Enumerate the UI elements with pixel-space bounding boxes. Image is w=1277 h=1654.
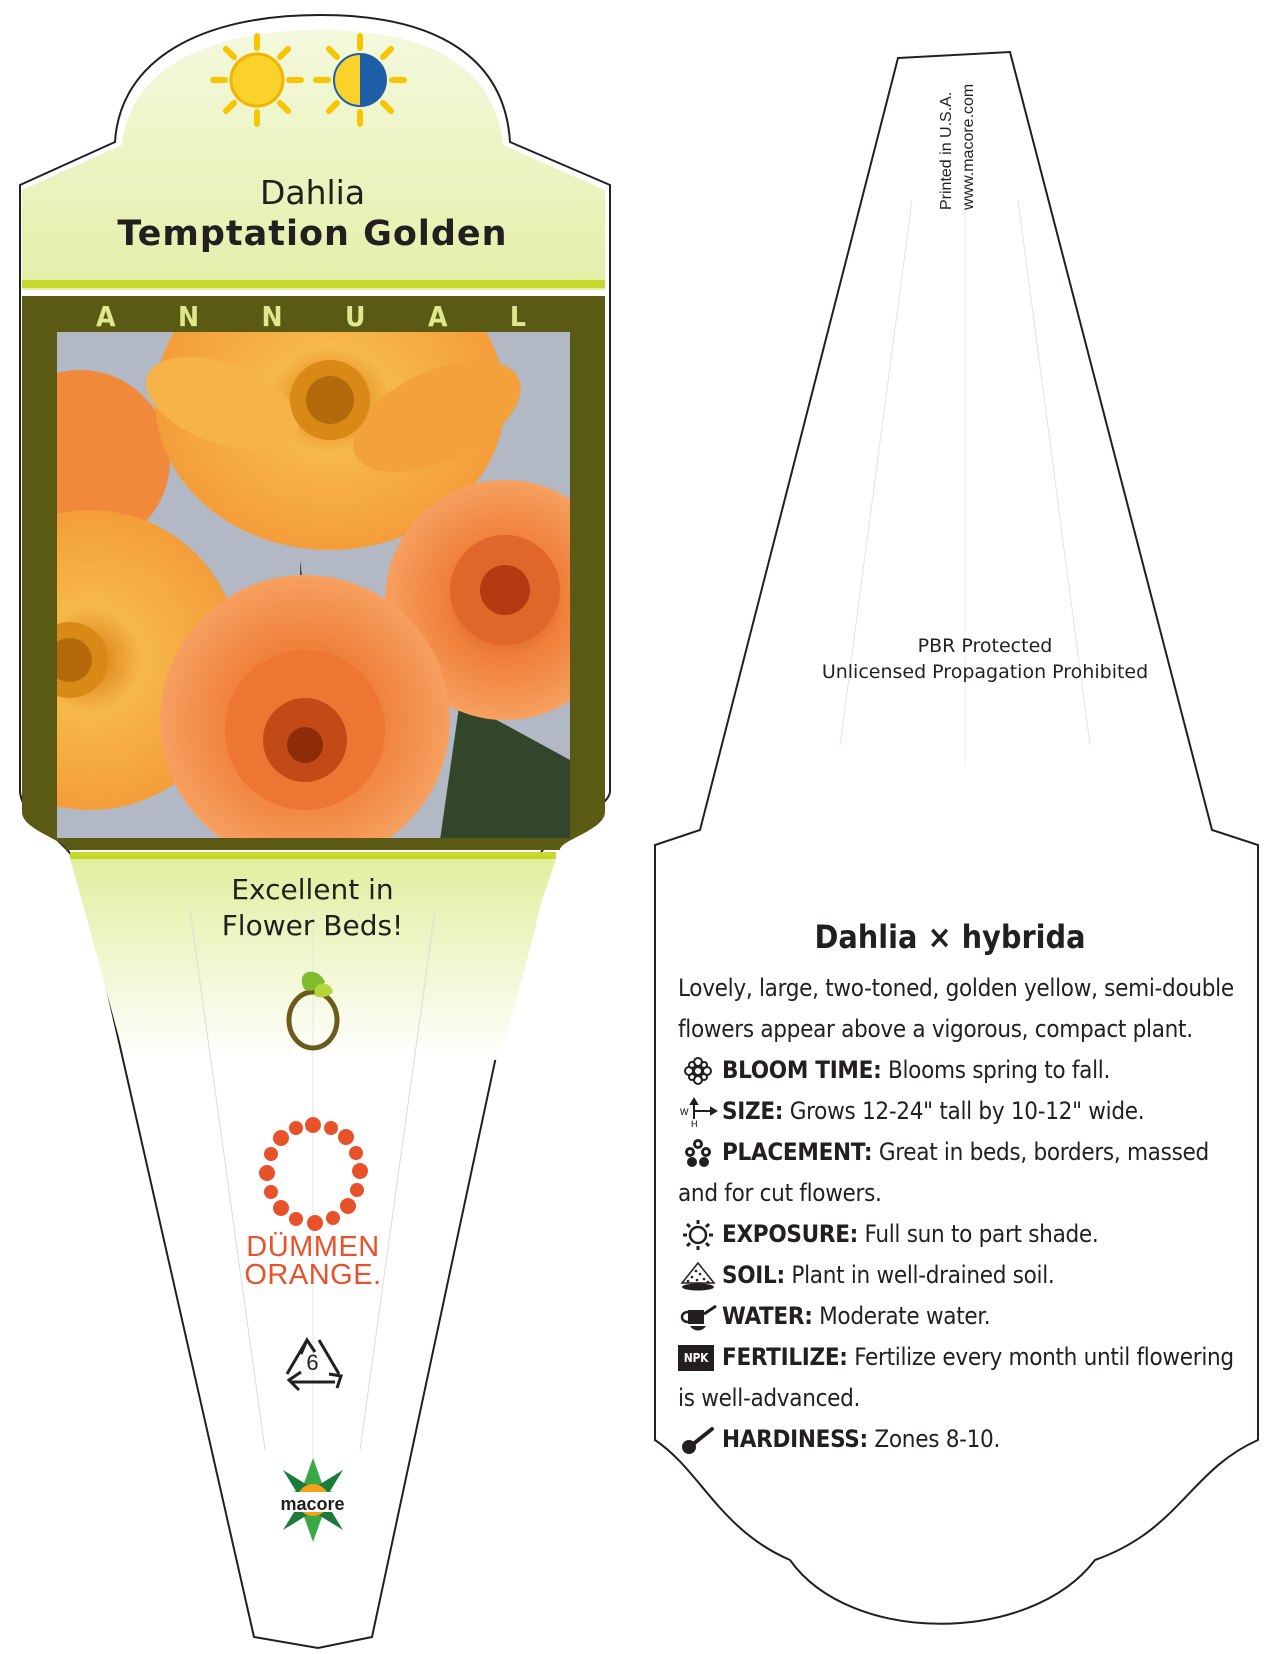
size-icon [678, 1097, 718, 1127]
attribute-label: WATER: [722, 1302, 813, 1330]
pbr-line: PBR Protected [917, 635, 1053, 657]
attribute-label: EXPOSURE: [722, 1220, 858, 1248]
sun-icon [678, 1220, 718, 1250]
attribute-row [678, 1214, 1248, 1255]
attribute-text: Full sun to part shade. [857, 1220, 1099, 1248]
plant-description [678, 968, 1248, 1460]
website: www.macore.com [960, 83, 977, 210]
flower-icon [678, 1056, 718, 1086]
category-letter: A [427, 300, 448, 333]
attribute-text: Moderate water. [812, 1302, 991, 1330]
part-shade-icon [316, 36, 404, 124]
printed-in: Printed in U.S.A. [938, 91, 955, 210]
print-info [938, 60, 977, 230]
tagline-line: Excellent in [231, 873, 394, 906]
plant-genus: Dahlia [259, 173, 366, 212]
thermometer-icon [678, 1425, 718, 1455]
attribute-text: Zones 8-10. [867, 1425, 1001, 1453]
pbr-notice [760, 633, 1210, 685]
attribute-label: FERTILIZE: [722, 1343, 848, 1371]
flower-photo [0, 250, 625, 865]
pbr-line: Unlicensed Propagation Prohibited [821, 661, 1149, 683]
svg-text:W: W [680, 1107, 689, 1117]
attribute-label: SIZE: [722, 1097, 784, 1125]
category-letter: N [261, 300, 283, 333]
attribute-row [678, 1050, 1248, 1091]
svg-text:H: H [691, 1119, 698, 1127]
category-letter: L [509, 300, 526, 333]
brand-line: ORANGE. [244, 1259, 382, 1291]
attribute-text: Great in beds, borders, massed and for cut flowers. [678, 1138, 1209, 1207]
attribute-label: SOIL: [722, 1261, 785, 1289]
brand-wordmark [213, 1233, 413, 1289]
category-label [56, 300, 566, 333]
placement-icon [678, 1138, 718, 1168]
scientific-name: Dahlia × hybrida [814, 918, 1086, 956]
lime-stripe [22, 280, 605, 288]
category-letter: A [96, 300, 116, 333]
full-sun-icon [213, 36, 301, 124]
tagline [150, 872, 475, 944]
soil-icon [678, 1261, 718, 1291]
npk-icon: NPK [678, 1345, 714, 1371]
attribute-row [678, 1337, 1248, 1419]
tagline-line: Flower Beds! [221, 909, 404, 942]
attribute-label: BLOOM TIME: [722, 1056, 882, 1084]
attribute-text: Grows 12-24" tall by 10-12" wide. [783, 1097, 1145, 1125]
attribute-row [678, 1296, 1248, 1337]
category-letter: U [345, 300, 366, 333]
watering-can-icon [678, 1302, 718, 1332]
description-text: Lovely, large, two-toned, golden yellow, semi-double flowers appear above a vigorous, compact plant. [678, 974, 1234, 1043]
macore-logo-text: macore [280, 1494, 345, 1514]
attribute-row [678, 1255, 1248, 1296]
brand-line: DÜMMEN [246, 1231, 380, 1263]
attribute-row [678, 1419, 1248, 1460]
attribute-row [678, 1091, 1248, 1132]
attribute-label: PLACEMENT: [722, 1138, 873, 1166]
attribute-text: Blooms spring to fall. [881, 1056, 1111, 1084]
attribute-row [678, 1132, 1248, 1214]
recycle-code: 6 [306, 1350, 319, 1375]
plant-variety: Temptation Golden [117, 214, 508, 254]
attribute-text: Fertilize every month until flowering is well-advanced. [678, 1343, 1234, 1412]
attribute-label: HARDINESS: [722, 1425, 868, 1453]
attribute-text: Plant in well-drained soil. [784, 1261, 1055, 1289]
category-letter: N [177, 300, 200, 333]
